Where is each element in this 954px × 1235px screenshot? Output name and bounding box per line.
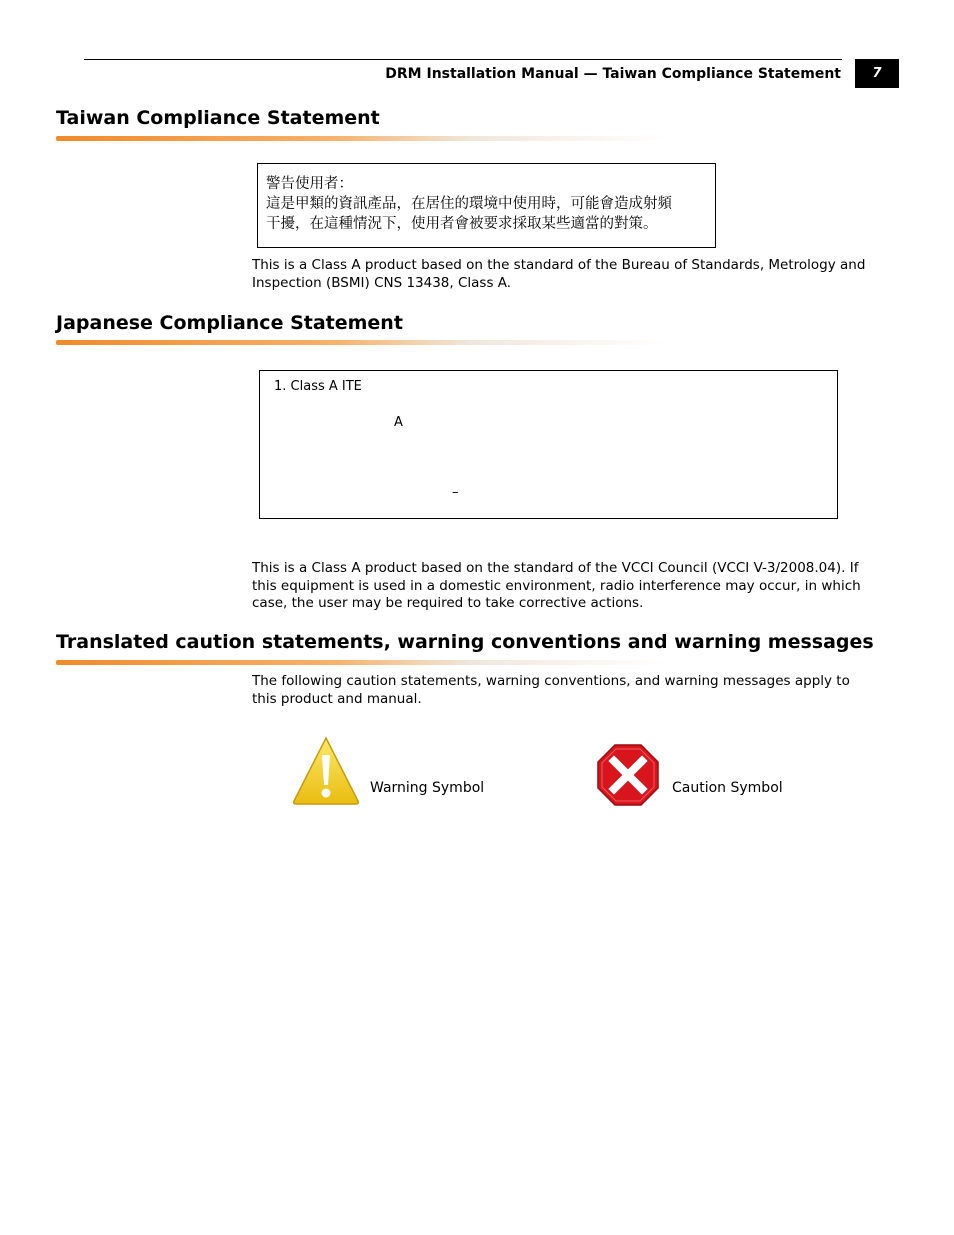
page-number xyxy=(855,59,899,88)
japan-vcci-box xyxy=(259,370,838,519)
translated-heading-rule xyxy=(56,660,666,665)
taiwan-heading: Taiwan Compliance Statement xyxy=(56,107,380,129)
japan-heading: Japanese Compliance Statement xyxy=(56,312,403,334)
caution-symbol-label: Caution Symbol xyxy=(672,780,783,796)
taiwan-warning-line: 干擾，在這種情況下，使用者會被要求採取某些適當的對策。 xyxy=(266,216,658,232)
translated-heading: Translated caution statements, warning conventions and warning messages xyxy=(56,631,874,653)
warning-symbol-label: Warning Symbol xyxy=(370,780,485,796)
japan-paragraph: This is a Class A product based on the standard of the VCCI Council (VCCI V-3/2008.04). If this equipment is used in a domestic environment, radio interference may occur, in which case, the user may be required to take corrective actions. xyxy=(252,560,861,611)
translated-paragraph: The following caution statements, warning conventions, and warning messages apply to this product and manual. xyxy=(252,673,850,707)
taiwan-warning-line: 警告使用者： xyxy=(266,176,353,192)
warning-triangle-icon xyxy=(291,735,361,807)
japan-heading-rule xyxy=(56,340,666,345)
japan-box-line: A xyxy=(394,415,403,430)
taiwan-heading-rule xyxy=(56,136,666,141)
japan-box-line: – xyxy=(452,485,459,500)
japan-box-line: 1. Class A ITE xyxy=(274,379,362,394)
running-header: DRM Installation Manual — Taiwan Compliance Statement xyxy=(385,66,841,82)
page-number-text: 7 xyxy=(872,66,882,81)
header-rule xyxy=(84,59,842,60)
taiwan-warning-line: 這是甲類的資訊產品，在居住的環境中使用時，可能會造成射頻 xyxy=(266,196,672,212)
taiwan-paragraph: This is a Class A product based on the standard of the Bureau of Standards, Metrology and Inspection (BSMI) CNS 13438, Class A. xyxy=(252,257,866,291)
stop-octagon-x-icon xyxy=(596,743,660,807)
taiwan-warning-box xyxy=(257,163,716,248)
